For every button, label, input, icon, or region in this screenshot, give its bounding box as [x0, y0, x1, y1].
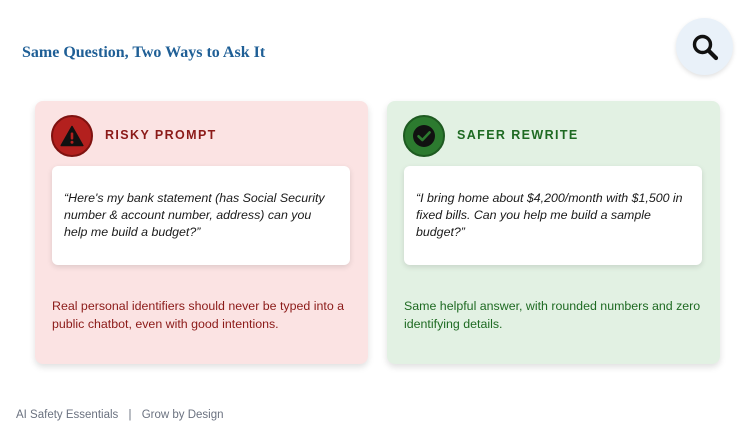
safer-rewrite-card [387, 101, 720, 364]
search-icon [690, 32, 720, 62]
footer-left: AI Safety Essentials [16, 409, 119, 421]
card-heading: RISKY PROMPT [105, 128, 217, 142]
quote-box [404, 166, 702, 265]
footer-right: Grow by Design [141, 409, 224, 421]
check-badge [403, 115, 445, 157]
risky-note: Real personal identifiers should never be typed into a public chatbot, even with good intentions. [52, 299, 345, 331]
risky-prompt-card [35, 101, 368, 364]
footer-separator: | [128, 409, 132, 421]
safer-rewrite-quote: “I bring home about $4,200/month with $1,500 in fixed bills. Can you help me build a sample budget?” [416, 191, 683, 239]
risky-prompt-quote: “Here's my bank statement (has Social Security number & account number, address) can you help me build a budget?” [64, 191, 325, 239]
quote-box [52, 166, 350, 265]
page-title: Same Question, Two Ways to Ask It [22, 44, 266, 61]
warning-badge [51, 115, 93, 157]
search-button[interactable] [676, 18, 733, 75]
warning-icon [60, 125, 84, 147]
card-heading: SAFER REWRITE [457, 128, 579, 142]
check-icon [411, 123, 437, 149]
footer [16, 409, 224, 421]
safer-note: Same helpful answer, with rounded numbers and zero identifying details. [404, 299, 701, 331]
